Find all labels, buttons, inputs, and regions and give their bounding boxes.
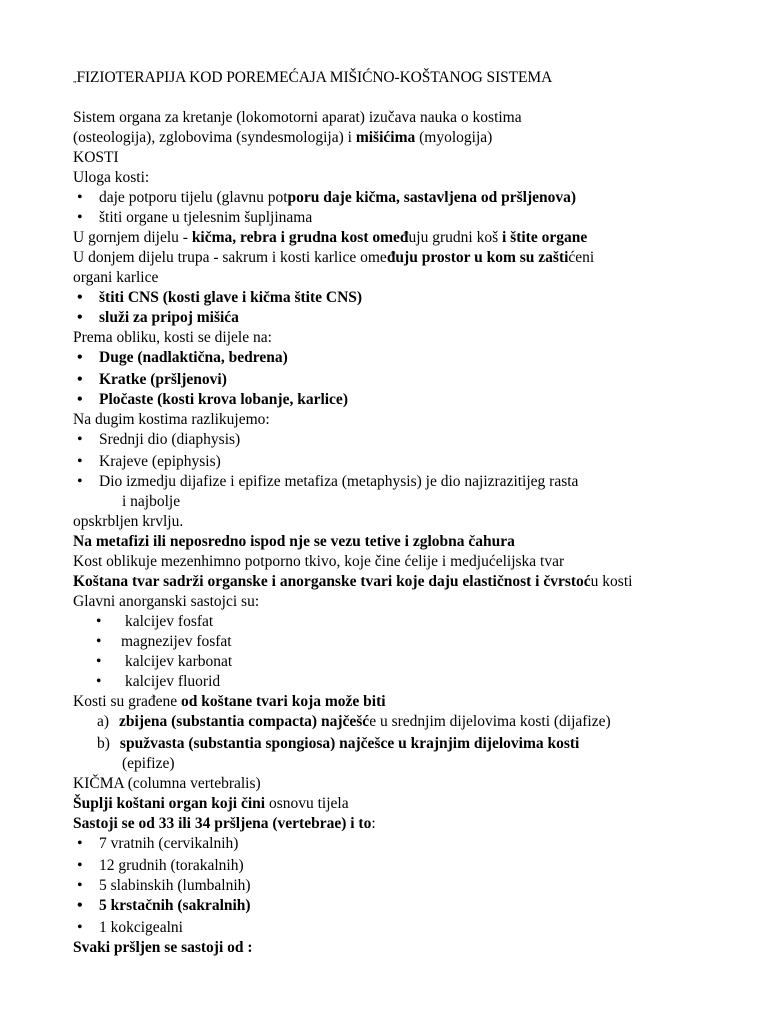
text-bold: omeđ [372, 229, 409, 246]
bullet-stiti-organe: • štiti organe u tjelesnim šupljinama [99, 208, 312, 228]
line-na-dugim: Na dugim kostima razlikujemo: [73, 411, 270, 428]
text: uju grudni koš [408, 229, 502, 246]
text: ćeni [568, 249, 595, 266]
bullet-stiti-cns: • štiti CNS (kosti glave i kičma štite CNS) [99, 288, 362, 308]
text: Sistem organa za kretanje (lokomotorni aparat) izučava nauka o kostima [73, 109, 522, 126]
bullet-krajeve: • Krajeve (epiphysis) [99, 452, 221, 472]
line-donji-dio [73, 248, 594, 268]
text-bold: poru daje kičma, sastavljena od pršljenova) [287, 189, 577, 206]
bullet-grudnih: • 12 grudnih (torakalnih) [99, 856, 244, 876]
text: osnovu tijela [268, 795, 349, 812]
bullet-pripoj-misica: • služi za pripoj mišića [99, 308, 239, 328]
line-mezenhimno: Kost oblikuje mezenhimno potporno tkivo, koje čine ćelije i medjućelijska tvar [73, 553, 565, 570]
line-gradene [73, 692, 386, 712]
item-b [97, 734, 579, 754]
text: u kosti [590, 573, 633, 590]
bullet-slabinskih: • 5 slabinskih (lumbalnih) [99, 876, 251, 896]
heading-kicma [73, 774, 261, 794]
text: U gornjem dijelu - [73, 229, 192, 246]
line-supalji-organ [73, 794, 349, 814]
bullet-metafiza: • Dio izmedju dijafize i epifize metafiza (metaphysis) je dio najizrazitijeg rasta [99, 472, 578, 492]
text: kalcijev fluorid [125, 673, 221, 690]
line-prema-obliku: Prema obliku, kosti se dijele na: [73, 329, 272, 346]
text-bold: i štite organe [501, 229, 588, 246]
text-bold: mišićima [355, 129, 416, 146]
text: (osteologija), zglobovima (syndesmologija) i [73, 129, 356, 146]
bullet-srednji-dio: • Srednji dio (diaphysis) [99, 430, 240, 450]
text-bold: đuju prostor u kom su zašti [386, 249, 569, 266]
item-a [97, 712, 611, 732]
bullet-metafiza-cont: i najbolje [122, 493, 181, 510]
text: U donjem dijelu trupa - sakrum i kosti karlice ome [73, 249, 387, 266]
title-prefix: „ [73, 75, 77, 84]
text: : [371, 815, 376, 832]
text-bold: zbijena (substantia compacta) najčešć [119, 713, 370, 730]
line-svaki-prsljen: Svaki pršljen se sastoji od : [73, 939, 253, 956]
heading-kosti: KOSTI [73, 149, 119, 166]
list-marker: b) [97, 735, 110, 752]
text: (myologija) [415, 129, 493, 146]
bullet-plocaste: • Pločaste (kosti krova lobanje, karlice) [99, 390, 348, 410]
doc-title [73, 68, 552, 90]
line-kostana-tvar [73, 572, 632, 592]
bullet-kratke: • Kratke (pršljenovi) [99, 370, 227, 390]
sastojak-2: • magnezijev fosfat [96, 633, 232, 650]
intro-line-1 [73, 108, 522, 128]
title-text: FIZIOTERAPIJA KOD POREMEĆAJA MIŠIĆNO-KOŠTANOG SISTEMA [76, 69, 553, 86]
text: magnezijev fosfat [121, 633, 232, 650]
text: KIČMA (columna vertebralis) [73, 775, 261, 792]
line-metafizi-tetive: Na metafizi ili neposredno ispod nje se vezu tetive i zglobna čahura [73, 533, 515, 550]
uloga-kosti: Uloga kosti: [73, 169, 150, 186]
text: kalcijev fosfat [125, 613, 214, 630]
intro-line-2 [73, 128, 492, 148]
item-b-cont: (epifize) [122, 755, 175, 772]
line-glavni-sastojci: Glavni anorganski sastojci su: [73, 593, 260, 610]
text-bold: Šuplji koštani organ koji čini [73, 795, 269, 812]
text-bold: spužvasta (substantia spongiosa) najčešce u krajnjim dijelovima kosti [119, 735, 580, 752]
text-bold: Sastoji se od 33 ili 34 pršljena (vertebrae) i to [73, 815, 372, 832]
sastojak-1: • kalcijev fosfat [96, 613, 214, 630]
text-bold: Koštana tvar sadrži organske i anorganske tvari koje daju elastičnost i čvrstoć [73, 573, 591, 590]
text: daje potporu tijelu (glavnu pot [99, 189, 288, 206]
text: e u srednjim dijelovima kosti (dijafize) [369, 713, 611, 730]
bullet-potpora [99, 188, 576, 208]
sastojak-3: • kalcijev karbonat [96, 653, 233, 670]
text-bold: od koštane tvari koja može biti [181, 693, 386, 710]
line-opskrbljen: opskrbljen krvlju. [73, 513, 184, 530]
list-marker: a) [97, 713, 110, 730]
text: Kosti su građene [73, 693, 182, 710]
line-sastoji-se [73, 814, 376, 834]
line-organi-karlice: organi karlice [73, 269, 159, 286]
line-gornji-dio [73, 228, 587, 248]
bullet-duge: • Duge (nadlaktična, bedrena) [99, 348, 288, 368]
bullet-kokcigealni: • 1 kokcigealni [99, 918, 183, 938]
sastojak-4: • kalcijev fluorid [96, 673, 221, 690]
text: kalcijev karbonat [125, 653, 233, 670]
bullet-krstacnih: • 5 krstačnih (sakralnih) [99, 896, 251, 916]
text-bold: kičma, rebra i grudna kost [191, 229, 373, 246]
bullet-vratnih: • 7 vratnih (cervikalnih) [99, 834, 238, 854]
